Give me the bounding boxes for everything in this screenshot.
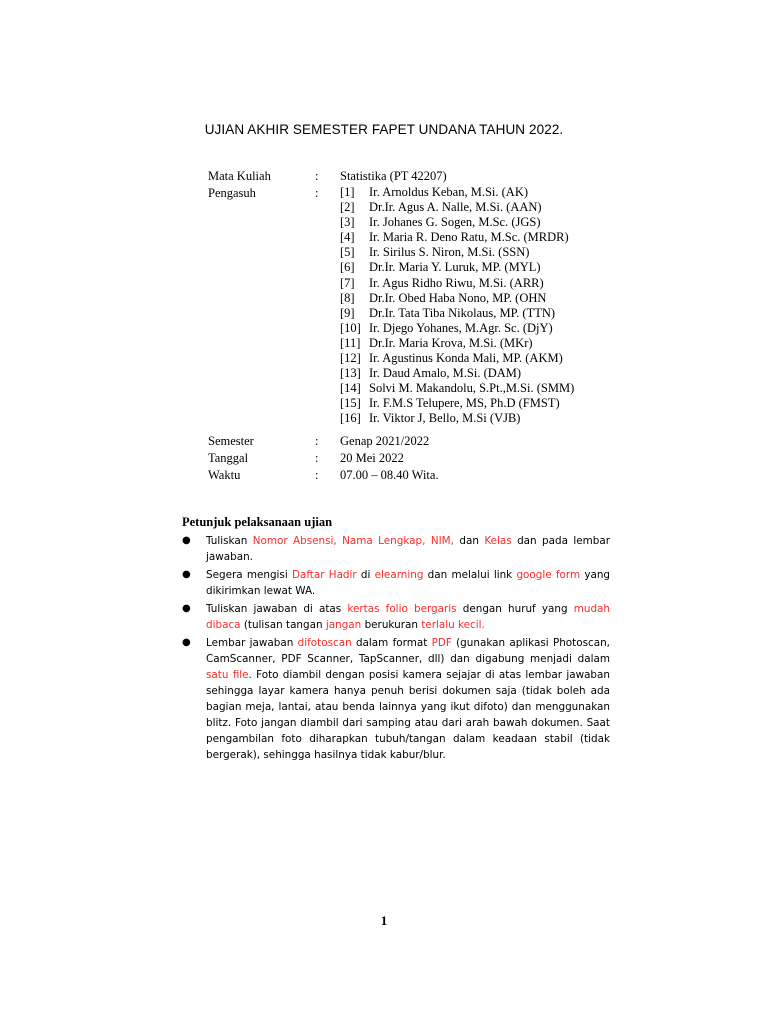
instructions-title: Petunjuk pelaksanaan ujian [182,515,333,529]
instruction-item [182,601,610,633]
lecturer-name: Solvi M. Makandolu, S.Pt.,M.Si. (SMM) [369,381,575,396]
colon: : [315,468,319,482]
lecturer-name: Dr.Ir. Maria Y. Luruk, MP. (MYL) [369,260,541,275]
lecturer-number: [11] [340,335,361,350]
semester-label: Semester [208,434,254,448]
lecturer-number: [13] [340,366,361,381]
lecturer-number: [8] [340,290,355,305]
instruction-text: (gunakan aplikasi Photoscan, CamScanner, PDF Scanner, TapScanner, dll) dan digabung menjadi dalam [206,637,610,665]
instruction-text: dan [453,535,485,547]
lecturer-number: [14] [340,381,361,396]
highlighted-text: satu file [206,669,249,681]
highlighted-text: elearning [374,569,424,581]
bullet-icon: ● [182,569,191,580]
instruction-text: . Foto diambil dengan posisi kamera sejajar di atas lembar jawaban sehingga layar kamera hanya penuh berisi dokumen saja (tidak boleh ada bagian meja, lantai, atau benda lainnya yang ikut difoto) dan menggunakan blitz. Foto jangan diambil dari samping atau dari arah bawah dokumen. Saat pengambilan foto diharapkan tubuh/tangan dalam keadaan stabil (tidak bergerak), sehingga hasilnya tidak kabur/blur. [206,669,610,761]
instruction-text: berukuran [361,619,422,631]
colon: : [315,434,319,448]
highlighted-text: Nomor Absensi, Nama Lengkap, NIM, [252,535,454,547]
lecturer-label: Pengasuh [208,186,256,200]
lecturer-number: [12] [340,351,361,366]
course-value: Statistika (PT 42207) [340,169,447,183]
date-label: Tanggal [208,451,249,465]
lecturer-number: [6] [340,260,355,275]
highlighted-text: kertas folio bergaris [347,603,457,615]
lecturer-number: [7] [340,275,355,290]
lecturer-name: Dr.Ir. Obed Haba Nono, MP. (OHN [369,290,547,305]
page-number: 1 [380,913,388,928]
instruction-text: dengan huruf yang [456,603,574,615]
lecturer-number: [3] [340,215,355,230]
lecturer-name: Ir. Maria R. Deno Ratu, M.Sc. (MRDR) [369,230,569,245]
highlighted-text: Kelas [484,535,512,547]
date-value: 20 Mei 2022 [340,451,404,465]
lecturer-name: Ir. Johanes G. Sogen, M.Sc. (JGS) [369,215,541,230]
instruction-text: Lembar jawaban [206,637,298,649]
lecturer-number: [10] [340,320,361,335]
instruction-text: dan melalui link [423,569,517,581]
lecturer-number: [5] [340,245,355,260]
highlighted-text: google form [516,569,581,581]
bullet-icon: ● [182,603,191,614]
instruction-item [182,635,610,763]
bullet-icon: ● [182,535,191,546]
lecturer-name: Ir. Agus Ridho Riwu, M.Si. (ARR) [369,275,544,290]
lecturer-name: Ir. Sirilus S. Niron, M.Si. (SSN) [369,245,530,260]
lecturer-name: Ir. F.M.S Telupere, MS, Ph.D (FMST) [369,396,560,411]
highlighted-text: jangan [325,619,362,631]
colon: : [315,451,319,465]
time-label: Waktu [208,468,241,482]
lecturer-number: [15] [340,396,361,411]
highlighted-text: mudah dibaca [206,603,611,631]
instruction-text: dalam format [351,637,432,649]
lecturer-name: Ir. Viktor J, Bello, M.Si (VJB) [369,411,521,426]
instruction-text: Tuliskan [206,535,253,547]
lecturer-name: Dr.Ir. Agus A. Nalle, M.Si. (AAN) [369,200,542,215]
lecturer-number: [16] [340,411,361,426]
instruction-item [182,567,610,599]
time-value: 07.00 – 08.40 Wita. [340,468,439,482]
highlighted-text: difotoscan [297,637,352,649]
lecturer-name: Dr.Ir. Tata Tiba Nikolaus, MP. (TTN) [369,305,556,320]
highlighted-text: Daftar Hadir [291,569,357,581]
lecturer-number: [1] [340,185,355,199]
instruction-text: Tuliskan jawaban di atas [206,603,348,615]
instruction-text: dan pada lembar jawaban. [206,535,610,563]
exam-title: UJIAN AKHIR SEMESTER FAPET UNDANA TAHUN 2022. [204,122,564,137]
colon: : [315,169,319,183]
lecturer-number: [2] [340,200,355,215]
lecturer-name: Ir. Agustinus Konda Mali, MP. (AKM) [369,351,563,366]
lecturer-name: Ir. Arnoldus Keban, M.Si. (AK) [369,185,529,199]
instruction-text: (tulisan tangan [240,619,326,631]
instruction-text: Segera mengisi [206,569,292,581]
instruction-text: yang dikirimkan lewat WA. [206,569,611,597]
lecturer-name: Dr.Ir. Maria Krova, M.Si. (MKr) [369,335,533,350]
lecturer-number: [9] [340,305,355,320]
lecturer-name: Ir. Daud Amalo, M.Si. (DAM) [369,366,522,381]
lecturer-number: [4] [340,230,355,245]
course-label: Mata Kuliah [208,169,271,183]
instructions-list [182,533,610,765]
highlighted-text: terlalu kecil. [421,619,485,631]
highlighted-text: PDF [431,637,452,649]
lecturer-name: Ir. Djego Yohanes, M.Agr. Sc. (DjY) [369,320,553,335]
instruction-item [182,533,610,565]
colon: : [315,186,319,200]
instruction-text: di [356,569,375,581]
semester-value: Genap 2021/2022 [340,434,430,448]
bullet-icon: ● [182,637,191,648]
